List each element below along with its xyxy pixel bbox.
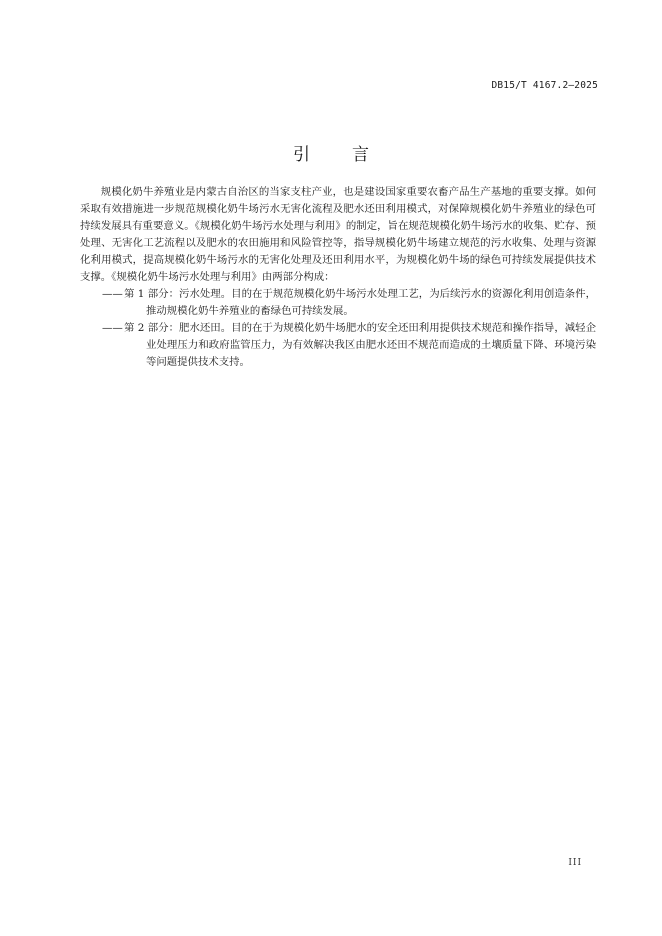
list-dash: ——	[102, 322, 123, 334]
list-item-text: 第 1 部分：污水处理。目的在于规范规模化奶牛场污水处理工艺，为后续污水的资源化利用创造条件，推动规模化奶牛养殖业的畜绿色可持续发展。	[124, 288, 596, 317]
list-dash: ——	[102, 288, 123, 300]
page-title	[0, 140, 662, 165]
intro-paragraph: 规模化奶牛养殖业是内蒙古自治区的当家支柱产业，也是建设国家重要农畜产品生产基地的重要支撑。如何采取有效措施进一步规范规模化奶牛场污水无害化流程及肥水还田利用模式，对保障规模化奶牛养殖业的绿色可持续发展具有重要意义。《规模化奶牛场污水处理与利用》的制定，旨在规范规模化奶牛场污水的收集、贮存、预处理、无害化工艺流程以及肥水的农田施用和风险管控等，指导规模化奶牛场建立规范的污水收集、处理与资源化利用模式，提高规模化奶牛场污水的无害化处理及还田利用水平，为规模化奶牛场的绿色可持续发展提供技术支撑。《规模化奶牛场污水处理与利用》由两部分构成：	[80, 186, 596, 283]
introduction-body	[80, 184, 596, 371]
page-number: III	[568, 858, 582, 868]
list-item	[102, 286, 596, 320]
title-char-2: 言	[352, 145, 369, 165]
list-item-text: 第 2 部分：肥水还田。目的在于为规模化奶牛场肥水的安全还田利用提供技术规范和操作指导，减轻企业处理压力和政府监管压力，为有效解决我区由肥水还田不规范而造成的土壤质量下降、环境污染等问题提供技术支持。	[124, 322, 596, 368]
title-char-1: 引	[293, 145, 310, 165]
list-item	[102, 320, 596, 371]
standard-code: DB15/T 4167.2—2025	[491, 80, 598, 91]
